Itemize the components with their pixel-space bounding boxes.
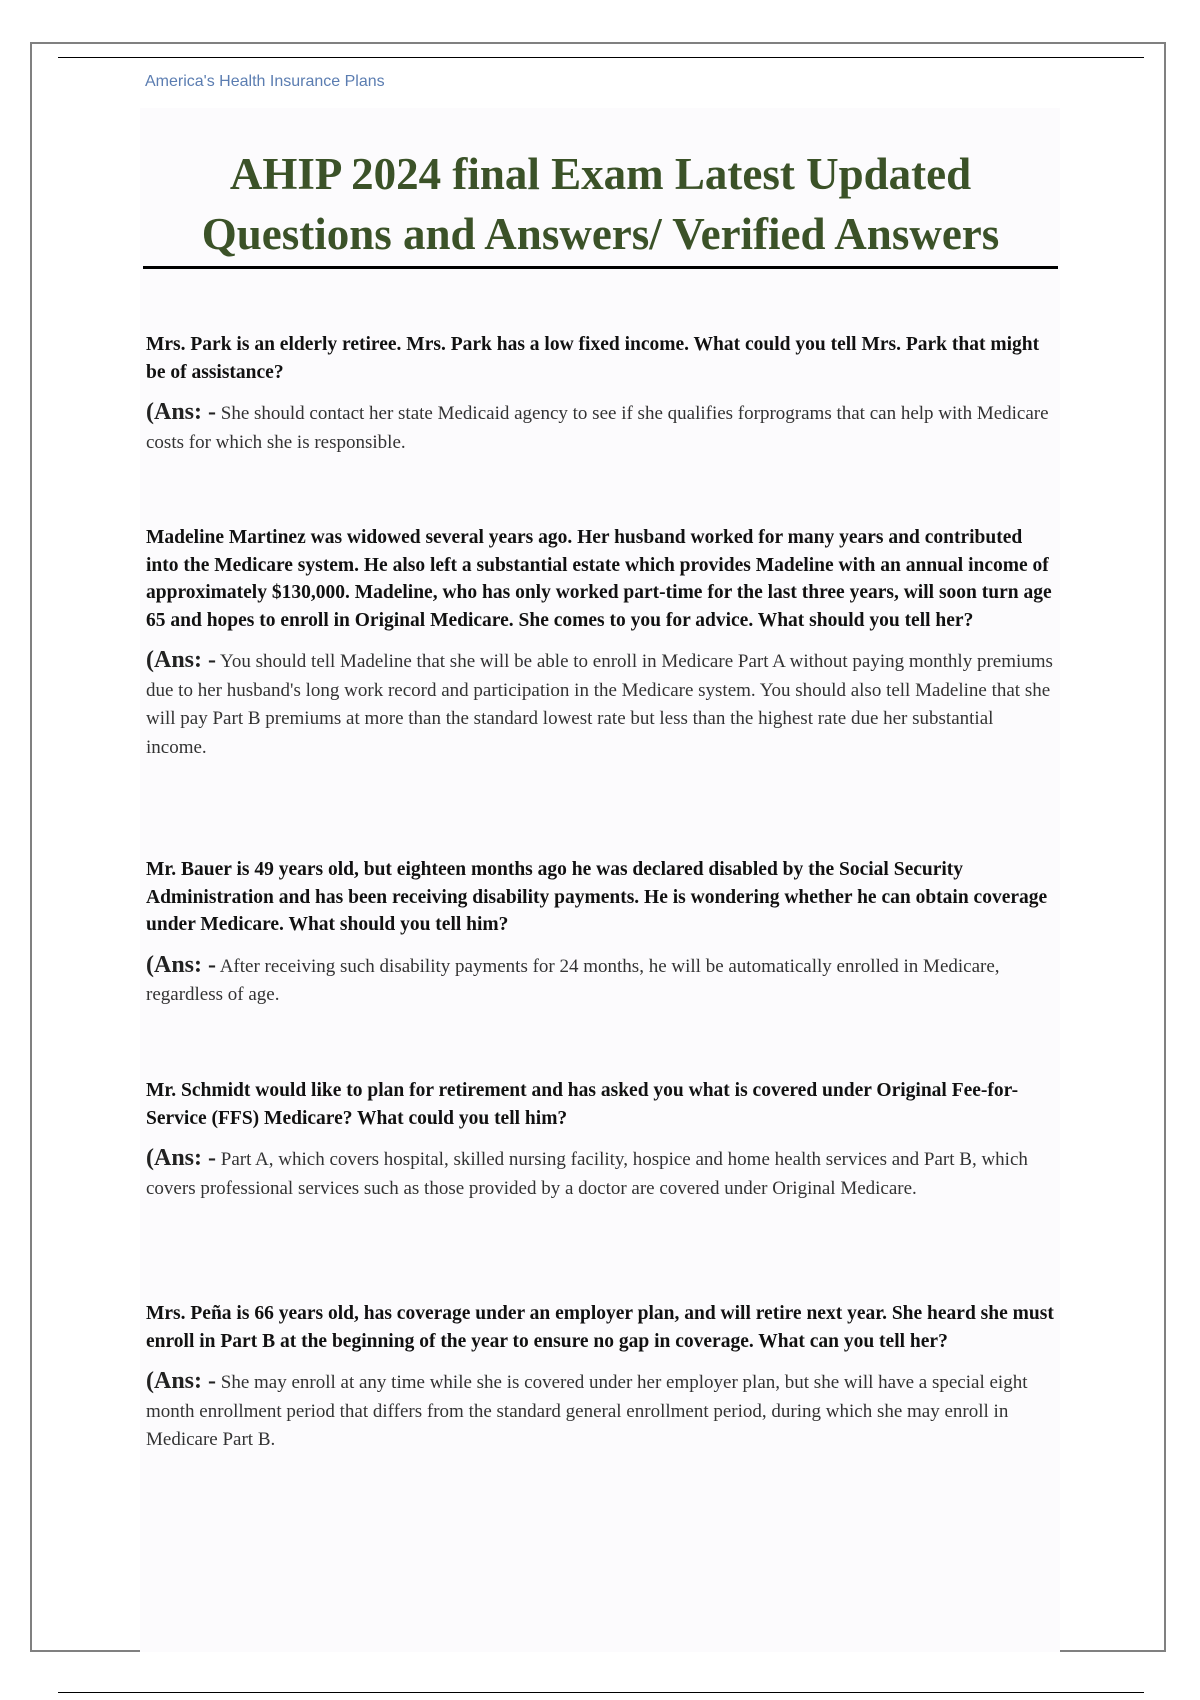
answer-text xyxy=(146,1367,1056,1455)
question-text: Mr. Bauer is 49 years old, but eighteen months ago he was declared disabled by the Social Security Administration and has been receiving disability payments. He is wondering whether he can obtain coverage under Medicare. What should you tell him? xyxy=(146,859,1048,935)
answer-prefix: (Ans: - xyxy=(146,1368,216,1394)
answer-prefix: (Ans: - xyxy=(146,399,216,425)
question-text: Mr. Schmidt would like to plan for retirement and has asked you what is covered under Original Fee-for-Service (FFS) Medicare? What could you tell him? xyxy=(146,1080,1019,1129)
answer-body: After receiving such disability payments for 24 months, he will be automatically enrolled in Medicare, regardless of age. xyxy=(146,955,1000,1005)
question-text: Mrs. Peña is 66 years old, has coverage under an employer plan, and will retire next year. She heard she must enroll in Part B at the beginning of the year to ensure no gap in coverage. What can you tell her? xyxy=(146,1303,1054,1352)
qa-item xyxy=(146,331,1056,457)
question-text: Madeline Martinez was widowed several years ago. Her husband worked for many years and contributed into the Medicare system. He also left a substantial estate which provides Madeline with an annual income of approximately $130,000. Madeline, who has only worked part-time for the last three years, will soon turn age 65 and hopes to enroll in Original Medicare. She comes to you for advice. What should you tell her? xyxy=(146,527,1052,631)
organization-header: America's Health Insurance Plans xyxy=(145,73,385,90)
bottom-divider xyxy=(58,1692,1144,1693)
answer-text xyxy=(146,951,1056,1010)
title-line-2: Questions and Answers/ Verified Answers xyxy=(201,209,1000,259)
qa-item xyxy=(146,1300,1056,1455)
answer-body: She should contact her state Medicaid agency to see if she qualifies forprograms that can help with Medicare costs for which she is responsible. xyxy=(146,403,1049,453)
qa-item xyxy=(146,856,1056,1010)
answer-text xyxy=(146,398,1056,457)
title-underline xyxy=(143,266,1058,269)
question-text: Mrs. Park is an elderly retiree. Mrs. Park has a low fixed income. What could you tell Mrs. Park that might be of assistance? xyxy=(146,334,1040,383)
answer-body: She may enroll at any time while she is covered under her employer plan, but she will have a special eight month enrollment period that differs from the standard general enrollment period, during which she may enroll in Medicare Part B. xyxy=(146,1372,1028,1450)
answer-body: Part A, which covers hospital, skilled nursing facility, hospice and home health services and Part B, which covers professional services such as those provided by a doctor are covered under Original Medicare. xyxy=(146,1149,1028,1199)
document-title xyxy=(143,144,1058,264)
answer-prefix: (Ans: - xyxy=(146,1145,216,1171)
answer-body: You should tell Madeline that she will be able to enroll in Medicare Part A without paying monthly premiums due to her husband's long work record and participation in the Medicare system. You should also tell Madeline that she will pay Part B premiums at more than the standard lowest rate but less than the highest rate due her substantial income. xyxy=(146,651,1053,758)
title-line-1: AHIP 2024 final Exam Latest Updated xyxy=(229,149,972,199)
top-divider xyxy=(58,57,1144,58)
answer-text xyxy=(146,646,1056,762)
answer-prefix: (Ans: - xyxy=(146,647,216,673)
qa-item xyxy=(146,524,1056,762)
qa-item xyxy=(146,1077,1056,1203)
answer-prefix: (Ans: - xyxy=(146,951,216,978)
answer-text xyxy=(146,1144,1056,1203)
